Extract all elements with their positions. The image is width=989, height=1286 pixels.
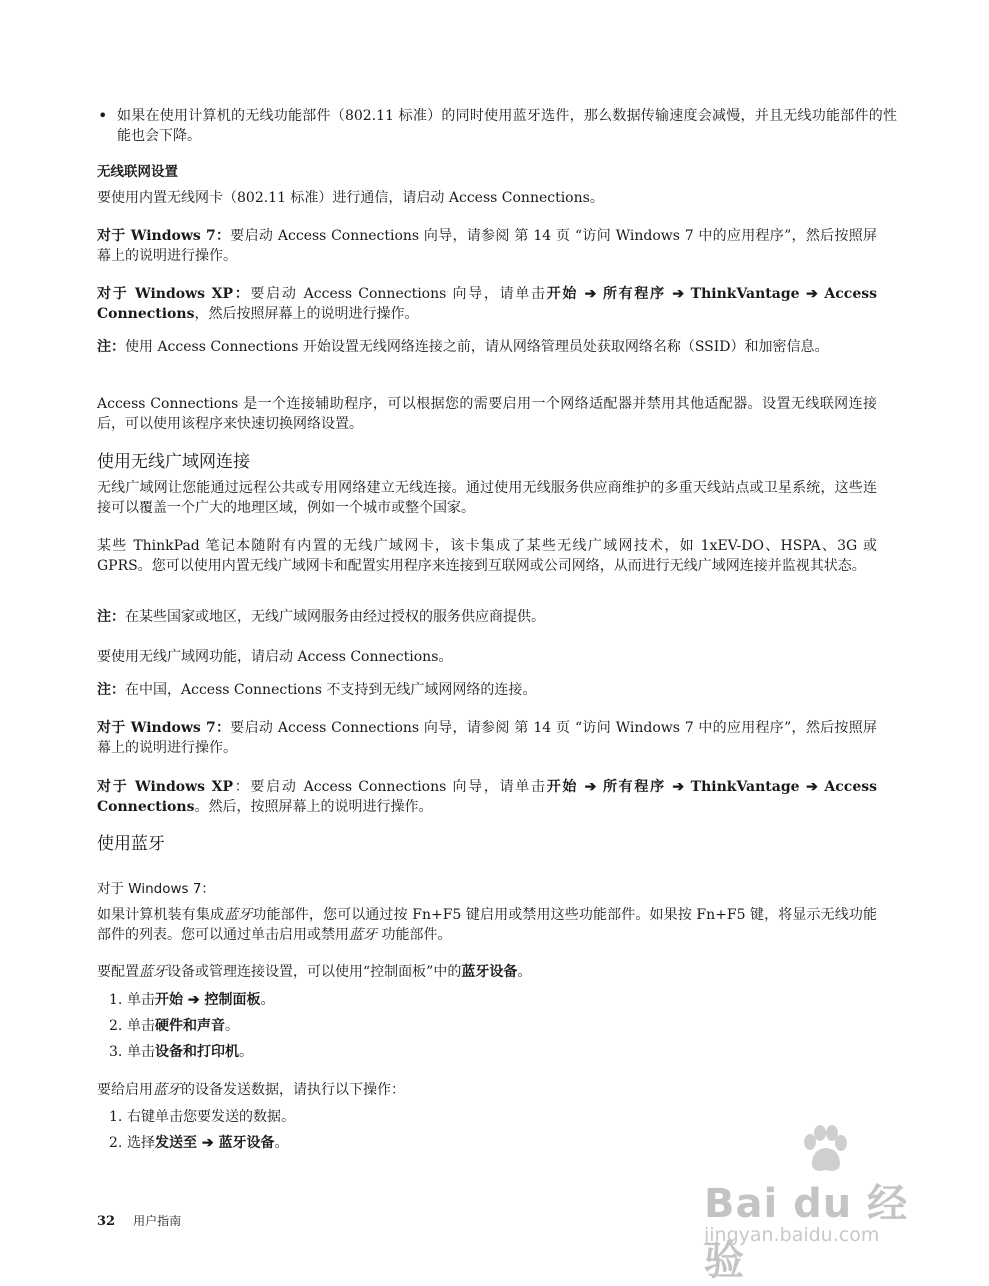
- step-post: 。: [260, 992, 275, 1008]
- wlan-heading: 无线联网设置: [97, 164, 178, 180]
- bt-config: [97, 962, 877, 982]
- step-bold: 硬件和声音: [155, 1018, 225, 1034]
- bt-word: 蓝牙: [349, 927, 377, 943]
- wan-para-2: 某些 ThinkPad 笔记本随附有内置的无线广域网卡，该卡集成了某些无线广域网技术，如 1xEV-DO、HSPA、3G 或 GPRS。您可以使用内置无线广域网卡和配置实用程序来连接到互联网或公司网络，从而进行无线广域网连接并监视其状态。: [97, 538, 877, 574]
- watermark-brand: Bai du 经验: [704, 1181, 909, 1284]
- paw-icon: [798, 1124, 850, 1176]
- bt-para-1: [97, 905, 877, 945]
- wan-note-1: [97, 607, 877, 627]
- step-number: 1.: [109, 992, 123, 1008]
- step-bold: 发送至 ➔ 蓝牙设备: [155, 1135, 275, 1151]
- step-number: 2.: [109, 1018, 123, 1034]
- wan-win7-label: 对于 Windows 7：: [97, 720, 231, 736]
- wlan-win7-text: 要启动 Access Connections 向导，请参阅 第 14 页 “访问 Windows 7 中的应用程序”，然后按照屏幕上的说明进行操作。: [97, 228, 877, 264]
- wan-xp-path: 开始 ➔ 所有程序 ➔ ThinkVantage ➔ Access Connections: [97, 779, 878, 815]
- wan-xp-text-2: 。然后，按照屏幕上的说明进行操作。: [194, 799, 433, 815]
- wlan-note: [97, 337, 877, 357]
- bt-send-a: 要给启用: [97, 1082, 153, 1098]
- bt-word: 蓝牙: [224, 907, 253, 923]
- bt-heading: 使用蓝牙: [97, 834, 165, 854]
- wlan-win7-label: 对于 Windows 7：: [97, 228, 231, 244]
- list-item: [97, 990, 877, 1016]
- step-number: 1.: [109, 1109, 123, 1125]
- wlan-xp-text-2: ，然后按照屏幕上的说明进行操作。: [194, 306, 419, 322]
- bt-win7-label: 对于 Windows 7：: [97, 881, 215, 897]
- list-item: [97, 1042, 877, 1068]
- step-pre: 单击: [127, 1044, 155, 1060]
- list-item: [97, 1016, 877, 1042]
- wan-win7: [97, 718, 877, 758]
- wan-start: 要使用无线广域网功能，请启动 Access Connections。: [97, 649, 453, 665]
- footer-title: 用户指南: [133, 1214, 182, 1228]
- wan-note-2: [97, 680, 877, 700]
- bt-config-b: 设备或管理连接设置，可以使用“控制面板”中的: [167, 964, 462, 980]
- wan-note-2-label: 注：: [97, 682, 125, 698]
- bt-config-bold: 蓝牙设备: [461, 964, 518, 980]
- bt-config-steps: [97, 990, 877, 1068]
- bt-config-end: 。: [517, 964, 532, 980]
- wan-xp: [97, 777, 877, 817]
- bullet-text: 如果在使用计算机的无线功能部件（802.11 标准）的同时使用蓝牙选件，那么数据传输速度会减慢，并且无线功能部件的性能也会下降。: [117, 108, 897, 144]
- watermark-site: jingyan.baidu.com: [704, 1224, 880, 1246]
- document-page: [97, 0, 897, 1151]
- bt-send: [97, 1080, 877, 1100]
- wlan-about: Access Connections 是一个连接辅助程序，可以根据您的需要启用一个网络适配器并禁用其他适配器。设置无线联网连接后，可以使用该程序来快速切换网络设置。: [97, 396, 877, 432]
- step-pre: 选择: [127, 1135, 155, 1151]
- wan-xp-text-1: ：要启动 Access Connections 向导，请单击: [233, 779, 547, 795]
- wlan-intro: 要使用内置无线网卡（802.11 标准）进行通信，请启动 Access Connections。: [97, 190, 604, 206]
- bt-config-a: 要配置: [97, 964, 139, 980]
- step-pre: 单击: [127, 1018, 155, 1034]
- wan-xp-label: 对于 Windows XP: [97, 779, 233, 795]
- page-number: 32: [97, 1214, 116, 1229]
- bt-para-1a: 如果计算机装有集成: [97, 907, 225, 923]
- step-post: 。: [239, 1044, 253, 1060]
- step-pre: 右键单击您要发送的数据。: [127, 1109, 295, 1125]
- bt-para-1c: 功能部件。: [377, 927, 452, 943]
- watermark: [704, 1124, 944, 1284]
- wlan-xp: [97, 284, 877, 324]
- wan-note-2-text: 在中国，Access Connections 不支持到无线广域网网络的连接。: [125, 682, 537, 698]
- wlan-note-label: 注：: [97, 339, 125, 355]
- step-bold: 开始 ➔ 控制面板: [155, 992, 261, 1008]
- bt-word: 蓝牙: [139, 964, 167, 980]
- bullet-dot: •: [98, 106, 108, 125]
- step-post: 。: [274, 1135, 289, 1151]
- step-number: 3.: [109, 1044, 123, 1060]
- step-number: 2.: [109, 1135, 123, 1151]
- wan-heading: 使用无线广域网连接: [97, 452, 250, 472]
- wlan-xp-label: 对于 Windows XP：: [97, 286, 251, 302]
- wlan-xp-path: 开始 ➔ 所有程序 ➔ ThinkVantage ➔ Access Connections: [97, 286, 878, 322]
- bt-para-1b: 功能部件，您可以通过按 Fn+F5 键启用或禁用这些功能部件。如果按 Fn+F5 键，将显示无线功能部件的列表。您可以通过单击启用或禁用: [97, 907, 878, 943]
- step-bold: 设备和打印机: [155, 1044, 239, 1060]
- wan-note-1-label: 注：: [97, 609, 125, 625]
- wlan-xp-text-1: 要启动 Access Connections 向导，请单击: [250, 286, 547, 302]
- wan-note-1-text: 在某些国家或地区，无线广域网服务由经过授权的服务供应商提供。: [125, 609, 545, 625]
- wlan-note-text: 使用 Access Connections 开始设置无线网络连接之前，请从网络管理员处获取网络名称（SSID）和加密信息。: [125, 339, 829, 355]
- page-footer: [97, 1212, 181, 1229]
- wlan-win7: [97, 226, 877, 266]
- step-pre: 单击: [127, 992, 155, 1008]
- wan-para-1: 无线广域网让您能通过远程公共或专用网络建立无线连接。通过使用无线服务供应商维护的多重天线站点或卫星系统，这些连接可以覆盖一个广大的地理区域，例如一个城市或整个国家。: [97, 480, 877, 516]
- wan-win7-text: 要启动 Access Connections 向导，请参阅 第 14 页 “访问 Windows 7 中的应用程序”，然后按照屏幕上的说明进行操作。: [97, 720, 877, 756]
- bullet-item: [97, 106, 897, 146]
- bt-send-b: 的设备发送数据，请执行以下操作：: [181, 1082, 405, 1098]
- step-post: 。: [225, 1018, 239, 1034]
- bt-word: 蓝牙: [153, 1082, 181, 1098]
